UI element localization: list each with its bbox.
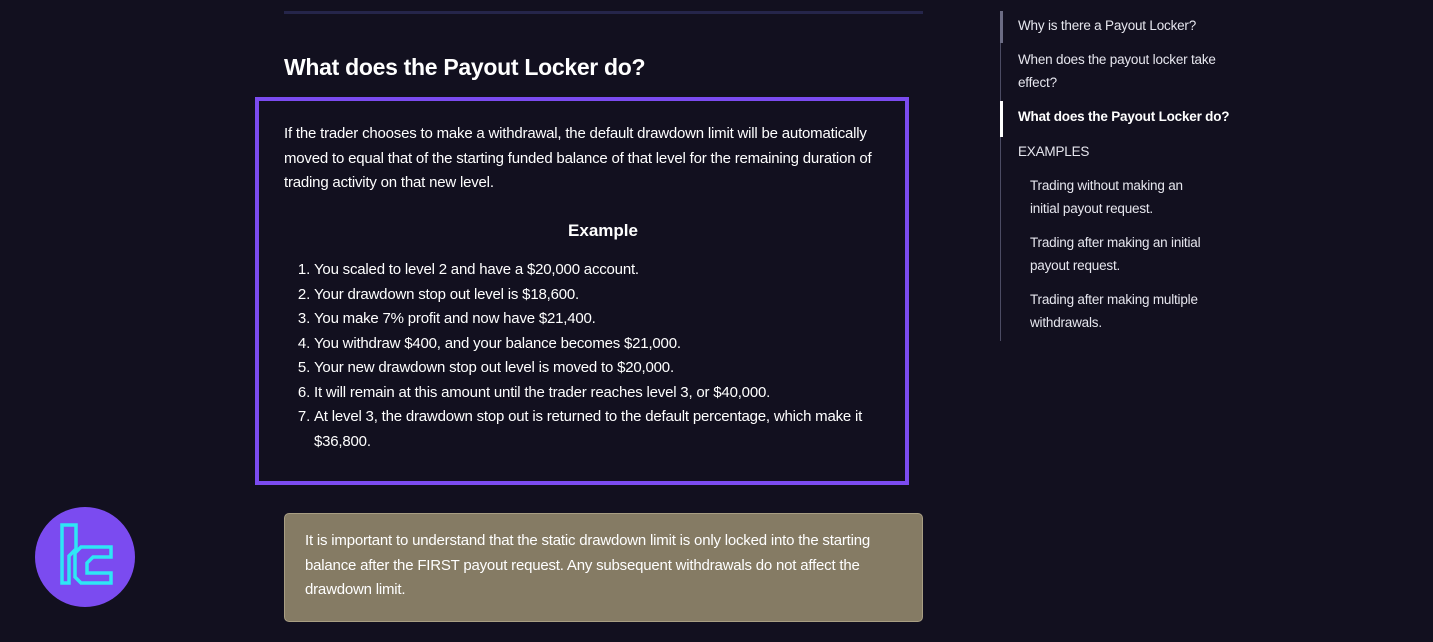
- list-item: 3. You make 7% profit and now have $21,400.: [314, 307, 894, 332]
- list-item: 7. At level 3, the drawdown stop out is returned to the default percentage, which make it $36,800.: [314, 405, 894, 454]
- top-divider: [284, 11, 923, 14]
- toc-link-example-multiple-withdrawals[interactable]: Trading after making multiple withdrawals.: [1030, 292, 1198, 330]
- note-text: It is important to understand that the static drawdown limit is only locked into the starting balance after the FIRST payout request. Any subsequent withdrawals do not affect the drawdown limit.: [305, 532, 871, 598]
- toc-link-when-takes-effect[interactable]: When does the payout locker take effect?: [1018, 52, 1216, 90]
- toc-link-what-does-it-do[interactable]: What does the Payout Locker do?: [1018, 109, 1230, 124]
- brand-logo[interactable]: [35, 507, 135, 607]
- intro-paragraph: If the trader chooses to make a withdrawal, the default drawdown limit will be automatically moved to equal that of the starting funded balance of that level for the remaining duration of trading activity on that new level.: [284, 125, 872, 191]
- note-callout: [284, 513, 923, 622]
- toc-link-example-no-payout[interactable]: Trading without making an initial payout request.: [1030, 178, 1183, 216]
- brand-logo-icon: [35, 507, 135, 607]
- list-item: 5. Your new drawdown stop out level is moved to $20,000.: [314, 356, 894, 381]
- table-of-contents: [1000, 11, 1261, 341]
- toc-link-example-initial-payout[interactable]: Trading after making an initial payout request.: [1030, 235, 1201, 273]
- list-item: 4. You withdraw $400, and your balance becomes $21,000.: [314, 332, 894, 357]
- list-item: 2. Your drawdown stop out level is $18,600.: [314, 283, 894, 308]
- list-item: 6. It will remain at this amount until the trader reaches level 3, or $40,000.: [314, 381, 894, 406]
- example-steps-list: [314, 258, 894, 454]
- section-title: What does the Payout Locker do?: [284, 54, 646, 80]
- toc-active-indicator: [1000, 101, 1003, 137]
- toc-scroll-indicator: [1000, 11, 1003, 43]
- list-item: 1. You scaled to level 2 and have a $20,000 account.: [314, 258, 894, 283]
- toc-link-why-payout-locker[interactable]: Why is there a Payout Locker?: [1018, 18, 1197, 33]
- toc-link-examples[interactable]: EXAMPLES: [1018, 144, 1090, 159]
- example-heading: Example: [568, 221, 638, 240]
